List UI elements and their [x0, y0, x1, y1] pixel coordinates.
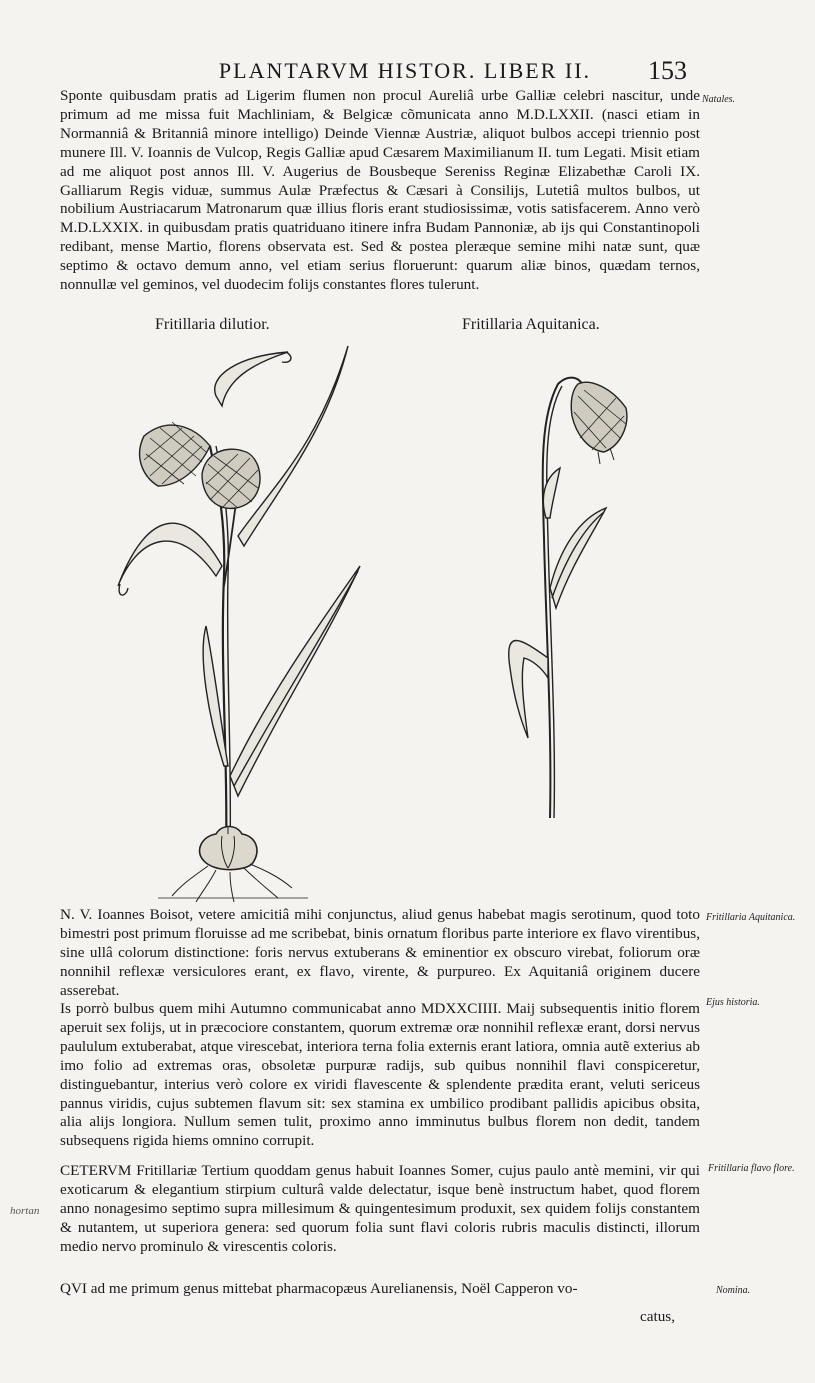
margin-note-ejus-historia: Ejus historia.: [706, 997, 760, 1008]
catchword: catus,: [640, 1308, 676, 1325]
paragraph-bulbus: Is porrò bulbus quem mihi Autumno communicabat anno MDXXCIIII. Maij subsequentis initio florem aperuit sex folijs, ut in præcociore constantem, quorum extremæ oræ nonnihil reflexæ erant, dorsi nervus paululum extuberabat, atque virescebat, interiora terna folia externis erant latiora, omnia autẽ exterius ab imo folio ad extremas oras, obsoletæ purpuræ radijs, sub quibus nonnihil flavi conspiceretur, distinguebantur, interius verò colore ex viridi flavescente & splendente prædita erant, veluti sericeus pannus viridis, cujus subtemen flavum sit: sex stamina ex umbilico prodibant pallidis apicibus obsita, alia alijs longiora. Nullum semen tulit, proximo anno imminutus bulbus florem non dedit, tandem subsequens rigida hiems omnino corrupit.: [60, 1000, 700, 1150]
paragraph-qui-lead: QVI: [60, 1280, 87, 1297]
paragraph-ceterum-lead: CETERVM: [60, 1162, 132, 1179]
figure-caption-left: Fritillaria dilutior.: [155, 316, 270, 333]
page-number: 153: [648, 56, 687, 85]
top-paragraph: Sponte quibusdam pratis ad Ligerim flumen non procul Aureliâ urbe Galliæ celebri nascitur, unde primum ad me missa fuit Machliniam, & Belgicæ cõmunicata anno M.D.LXXII. (nasci etiam in Normanniâ & Britanniâ minore intelligo) Deinde Viennæ Austriæ, aliquot bulbos accepi triennio post munere Ill. V. Ioannis de Vulcop, Regis Galliæ apud Cæsarem Maximilianum II. tum Legati. Misit etiam ad me aliquot post annos Ill. V. Augerius de Bousbeque Sereniss Reginæ Elizabethæ Caroli IX. Galliarum Regis viduæ, summus Aulæ Præfectus & Cæsari à Consilijs, Lutetiâ multos bulbos, ut nobilium Austriacarum Matronarum quæ illius floris erant studiosissimæ, votis satisfacerem. Anno verò M.D.LXXIX. in quibusdam pratis quatriduano itinere infra Budam Pannoniæ, ab ijs qui Constantinopoli redibant, mense Martio, florens observata est. Sed & postea pleræque semine mihi natæ sunt, quæ septimo & octavo demum anno, vel etiam serius floruerunt: quarum aliæ binos, quædam ternos, nonnullæ vel geminos, vel duodecim folijs constantes flores tulerunt.: [60, 87, 700, 294]
figure-caption-right: Fritillaria Aquitanica.: [462, 316, 600, 333]
paragraph-qui-text: ad me primum genus mittebat pharmacopæus Aurelianensis, Noël Capperon vo-: [90, 1280, 578, 1297]
paragraph-ceterum: [60, 1162, 700, 1257]
running-title: PLANTARVM HISTOR. LIBER II.: [218, 58, 592, 83]
fritillaria-dilutior-illustration: [98, 336, 388, 906]
margin-note-fritillaria-aquitanica: Fritillaria Aquitanica.: [706, 912, 796, 923]
paragraph-qui: [60, 1280, 700, 1299]
margin-note-fritillaria-flavo: Fritillaria flavo flore.: [708, 1163, 795, 1174]
margin-note-nomina: Nomina.: [716, 1285, 751, 1296]
paragraph-ceterum-text: Fritillariæ Tertium quoddam genus habuit Ioannes Somer, cujus paulo antè memini, vir qui exoticarum & elegantium stirpium culturâ valde delectatur, isque benè instructum habet, quod florem anno nonagesimo septimo supra millesimum & quingentesimum produxit, sex quidem folijs constantem & nutantem, ut superiora genera: sed quorum folia sunt flavi coloris rubris maculis distincti, illorum medio nervo prominulo & virescentis coloris.: [60, 1162, 700, 1255]
fritillaria-aquitanica-illustration: [480, 368, 650, 828]
paragraph-boisot: N. V. Ioannes Boisot, vetere amicitiâ mihi conjunctus, aliud genus habebat magis serotinum, quod toto bimestri post primum floruisse ad me scribebat, binis ornatum floribus parte interiore ex flavo virentibus, sine ullâ colorum distinctione: foris nervus extuberans & eminentior ex obscuro virebat, foliorum oræ nonnihil reflexæ versiculores erant, ex flavo, virente, & purpureo. Ex Aquitaniâ originem ducere asserebat.: [60, 906, 700, 999]
margin-note-natales: Natales.: [702, 94, 736, 105]
handwritten-annotation: hortan: [10, 1205, 40, 1217]
